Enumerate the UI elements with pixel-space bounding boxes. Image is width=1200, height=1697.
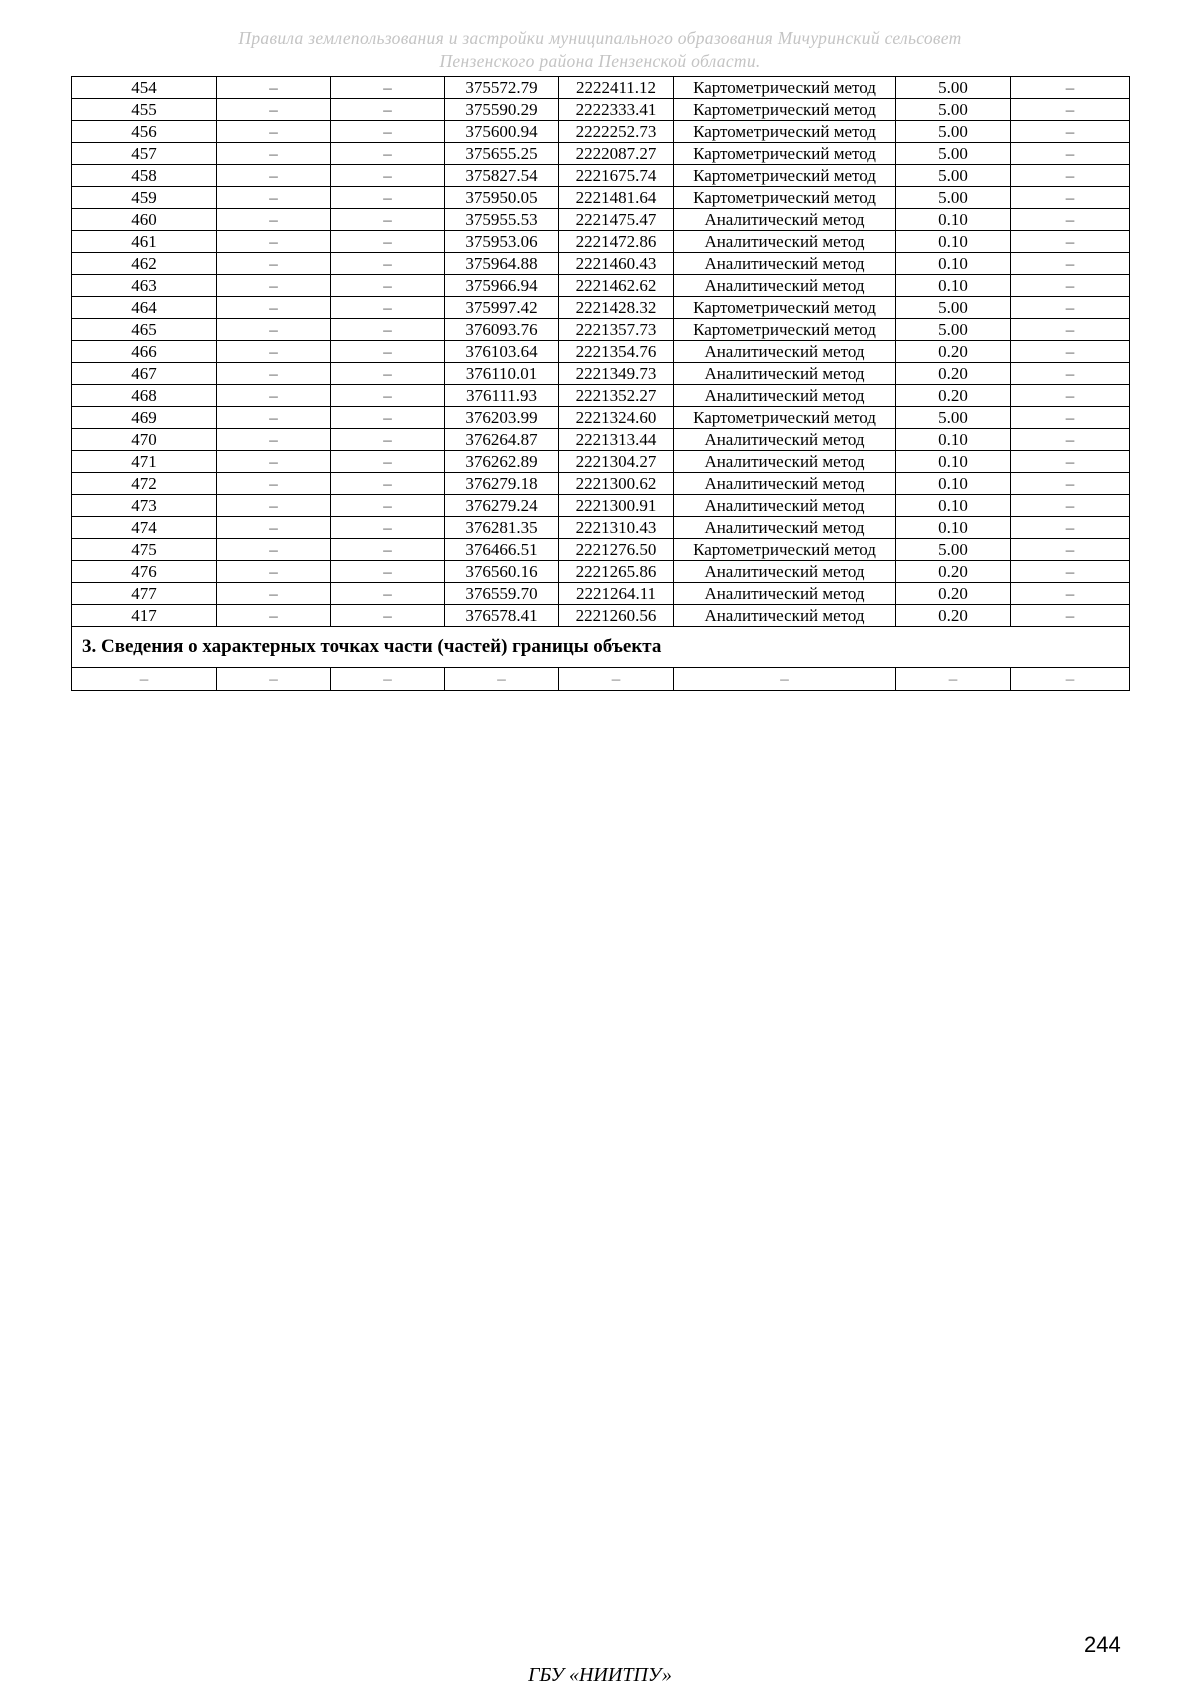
cell-y: 2222087.27 — [559, 143, 674, 165]
cell-description: – — [1011, 561, 1130, 583]
point-number: 473 — [72, 495, 217, 517]
table-row — [72, 429, 1130, 451]
cell-y-old: – — [331, 605, 445, 627]
cell-y: 2221304.27 — [559, 451, 674, 473]
cell-description: – — [1011, 187, 1130, 209]
cell-x-old: – — [217, 539, 331, 561]
cell-y-old: – — [331, 341, 445, 363]
page-number: 244 — [1084, 1632, 1121, 1657]
table-row — [72, 605, 1130, 627]
cell-accuracy: 5.00 — [896, 407, 1011, 429]
cell-x: 375964.88 — [445, 253, 559, 275]
cell-y: 2221460.43 — [559, 253, 674, 275]
cell-accuracy: 5.00 — [896, 319, 1011, 341]
cell-accuracy: 0.10 — [896, 275, 1011, 297]
cell-x-old: – — [217, 429, 331, 451]
table-row — [72, 583, 1130, 605]
cell-accuracy: 0.10 — [896, 253, 1011, 275]
cell-y-old: – — [331, 297, 445, 319]
cell-x-old: – — [217, 451, 331, 473]
table-row — [72, 407, 1130, 429]
cell-description: – — [1011, 605, 1130, 627]
cell-y-old: – — [331, 121, 445, 143]
cell-x: 376203.99 — [445, 407, 559, 429]
cell-y: 2221300.62 — [559, 473, 674, 495]
cell-y: 2222411.12 — [559, 77, 674, 99]
cell-method: Картометрический метод — [674, 99, 896, 121]
cell-x: 375966.94 — [445, 275, 559, 297]
cell-x-old: – — [217, 561, 331, 583]
header-line-1: Правила землепользования и застройки муниципального образования Мичуринский сельсовет — [238, 28, 962, 48]
cell-y-old: – — [331, 253, 445, 275]
cell-accuracy: 0.10 — [896, 451, 1011, 473]
point-number: 467 — [72, 363, 217, 385]
cell-method: Аналитический метод — [674, 253, 896, 275]
cell-y: 2221352.27 — [559, 385, 674, 407]
cell-description: – — [1011, 473, 1130, 495]
cell-accuracy: 5.00 — [896, 121, 1011, 143]
cell-method: Картометрический метод — [674, 143, 896, 165]
point-number: 472 — [72, 473, 217, 495]
cell-x-old: – — [217, 407, 331, 429]
cell-x: 375590.29 — [445, 99, 559, 121]
table-row — [72, 561, 1130, 583]
cell-accuracy: 0.20 — [896, 605, 1011, 627]
cell-x-old: – — [217, 253, 331, 275]
point-number: 454 — [72, 77, 217, 99]
table-row — [72, 143, 1130, 165]
cell-x: 376110.01 — [445, 363, 559, 385]
cell-x: 375950.05 — [445, 187, 559, 209]
point-number: 462 — [72, 253, 217, 275]
cell-x-old: – — [217, 99, 331, 121]
cell-method: Картометрический метод — [674, 77, 896, 99]
point-number: 471 — [72, 451, 217, 473]
cell-description: – — [1011, 143, 1130, 165]
cell-method: Аналитический метод — [674, 231, 896, 253]
cell-description: – — [1011, 319, 1130, 341]
cell-x: 375827.54 — [445, 165, 559, 187]
cell-x-old: – — [217, 297, 331, 319]
cell-accuracy: 0.10 — [896, 495, 1011, 517]
cell-y-old: – — [331, 385, 445, 407]
point-number: 465 — [72, 319, 217, 341]
cell-x: 376560.16 — [445, 561, 559, 583]
cell-description: – — [1011, 121, 1130, 143]
table-row — [72, 77, 1130, 99]
cell-description: – — [1011, 539, 1130, 561]
cell-y-old: – — [331, 473, 445, 495]
table-row — [72, 319, 1130, 341]
point-number: 460 — [72, 209, 217, 231]
cell-x-old: – — [217, 77, 331, 99]
empty-table-row — [72, 668, 1130, 691]
cell-y-old: – — [331, 583, 445, 605]
table-row — [72, 253, 1130, 275]
cell-description: – — [1011, 583, 1130, 605]
point-number: 470 — [72, 429, 217, 451]
cell-x: 376093.76 — [445, 319, 559, 341]
cell-x-old: – — [217, 275, 331, 297]
point-number: 459 — [72, 187, 217, 209]
empty-cell: – — [72, 668, 217, 691]
cell-accuracy: 5.00 — [896, 77, 1011, 99]
cell-method: Аналитический метод — [674, 275, 896, 297]
cell-y-old: – — [331, 517, 445, 539]
cell-x: 376279.18 — [445, 473, 559, 495]
cell-y-old: – — [331, 407, 445, 429]
cell-x: 375997.42 — [445, 297, 559, 319]
cell-accuracy: 0.10 — [896, 517, 1011, 539]
point-number: 469 — [72, 407, 217, 429]
cell-x: 376559.70 — [445, 583, 559, 605]
cell-y: 2221472.86 — [559, 231, 674, 253]
cell-accuracy: 0.20 — [896, 583, 1011, 605]
cell-y: 2221354.76 — [559, 341, 674, 363]
cell-method: Картометрический метод — [674, 319, 896, 341]
cell-y-old: – — [331, 495, 445, 517]
cell-x-old: – — [217, 143, 331, 165]
cell-accuracy: 0.20 — [896, 385, 1011, 407]
table-row — [72, 495, 1130, 517]
cell-x-old: – — [217, 231, 331, 253]
cell-x: 376262.89 — [445, 451, 559, 473]
cell-y-old: – — [331, 231, 445, 253]
cell-description: – — [1011, 363, 1130, 385]
cell-method: Аналитический метод — [674, 429, 896, 451]
cell-method: Аналитический метод — [674, 209, 896, 231]
cell-y-old: – — [331, 429, 445, 451]
cell-y: 2221300.91 — [559, 495, 674, 517]
point-number: 463 — [72, 275, 217, 297]
cell-method: Картометрический метод — [674, 165, 896, 187]
table-row — [72, 363, 1130, 385]
cell-x: 376279.24 — [445, 495, 559, 517]
cell-method: Аналитический метод — [674, 363, 896, 385]
cell-x-old: – — [217, 209, 331, 231]
table-row — [72, 209, 1130, 231]
cell-description: – — [1011, 341, 1130, 363]
cell-method: Аналитический метод — [674, 517, 896, 539]
cell-accuracy: 5.00 — [896, 539, 1011, 561]
cell-x-old: – — [217, 473, 331, 495]
cell-method: Аналитический метод — [674, 495, 896, 517]
table-row — [72, 121, 1130, 143]
empty-cell: – — [331, 668, 445, 691]
cell-description: – — [1011, 209, 1130, 231]
cell-description: – — [1011, 517, 1130, 539]
table-row — [72, 517, 1130, 539]
cell-x: 376281.35 — [445, 517, 559, 539]
table-row — [72, 385, 1130, 407]
table-row — [72, 99, 1130, 121]
cell-method: Картометрический метод — [674, 121, 896, 143]
point-number: 417 — [72, 605, 217, 627]
cell-x: 375600.94 — [445, 121, 559, 143]
cell-description: – — [1011, 297, 1130, 319]
empty-cell: – — [896, 668, 1011, 691]
cell-x-old: – — [217, 341, 331, 363]
cell-accuracy: 0.10 — [896, 209, 1011, 231]
cell-y-old: – — [331, 319, 445, 341]
cell-y-old: – — [331, 187, 445, 209]
cell-accuracy: 5.00 — [896, 143, 1011, 165]
table-row — [72, 473, 1130, 495]
cell-description: – — [1011, 77, 1130, 99]
cell-y: 2221260.56 — [559, 605, 674, 627]
table-row — [72, 297, 1130, 319]
cell-description: – — [1011, 231, 1130, 253]
cell-x: 376264.87 — [445, 429, 559, 451]
cell-y: 2221276.50 — [559, 539, 674, 561]
cell-y-old: – — [331, 165, 445, 187]
point-number: 475 — [72, 539, 217, 561]
point-number: 455 — [72, 99, 217, 121]
cell-x-old: – — [217, 121, 331, 143]
cell-x-old: – — [217, 165, 331, 187]
cell-y-old: – — [331, 451, 445, 473]
cell-y-old: – — [331, 209, 445, 231]
cell-y: 2221428.32 — [559, 297, 674, 319]
header-line-2: Пензенского района Пензенской области. — [439, 51, 761, 71]
cell-description: – — [1011, 99, 1130, 121]
point-number: 456 — [72, 121, 217, 143]
boundary-points-table — [71, 76, 1130, 691]
cell-y-old: – — [331, 539, 445, 561]
cell-y-old: – — [331, 561, 445, 583]
cell-accuracy: 0.20 — [896, 561, 1011, 583]
cell-description: – — [1011, 451, 1130, 473]
cell-description: – — [1011, 253, 1130, 275]
cell-y: 2221462.62 — [559, 275, 674, 297]
cell-y: 2222333.41 — [559, 99, 674, 121]
cell-x: 376103.64 — [445, 341, 559, 363]
cell-accuracy: 0.10 — [896, 473, 1011, 495]
cell-x: 375572.79 — [445, 77, 559, 99]
cell-method: Картометрический метод — [674, 187, 896, 209]
point-number: 477 — [72, 583, 217, 605]
cell-x-old: – — [217, 319, 331, 341]
point-number: 457 — [72, 143, 217, 165]
cell-y: 2221475.47 — [559, 209, 674, 231]
cell-accuracy: 5.00 — [896, 99, 1011, 121]
cell-description: – — [1011, 429, 1130, 451]
table-row — [72, 451, 1130, 473]
cell-y: 2221481.64 — [559, 187, 674, 209]
cell-y: 2221310.43 — [559, 517, 674, 539]
table-row — [72, 341, 1130, 363]
cell-y-old: – — [331, 77, 445, 99]
cell-description: – — [1011, 275, 1130, 297]
cell-method: Аналитический метод — [674, 605, 896, 627]
table-row — [72, 231, 1130, 253]
cell-method: Картометрический метод — [674, 297, 896, 319]
cell-method: Картометрический метод — [674, 407, 896, 429]
cell-y: 2221675.74 — [559, 165, 674, 187]
cell-accuracy: 5.00 — [896, 165, 1011, 187]
cell-accuracy: 0.20 — [896, 363, 1011, 385]
cell-y: 2222252.73 — [559, 121, 674, 143]
cell-method: Аналитический метод — [674, 561, 896, 583]
section-title: 3. Сведения о характерных точках части (частей) границы объекта — [72, 627, 1130, 668]
cell-x-old: – — [217, 605, 331, 627]
table-row — [72, 187, 1130, 209]
cell-x: 376466.51 — [445, 539, 559, 561]
cell-method: Аналитический метод — [674, 583, 896, 605]
point-number: 461 — [72, 231, 217, 253]
cell-y-old: – — [331, 99, 445, 121]
cell-x-old: – — [217, 583, 331, 605]
cell-accuracy: 0.10 — [896, 429, 1011, 451]
document-footer: ГБУ «НИИТПУ» — [528, 1664, 672, 1686]
cell-description: – — [1011, 407, 1130, 429]
cell-x-old: – — [217, 385, 331, 407]
cell-method: Аналитический метод — [674, 341, 896, 363]
empty-cell: – — [217, 668, 331, 691]
point-number: 458 — [72, 165, 217, 187]
point-number: 466 — [72, 341, 217, 363]
cell-x-old: – — [217, 187, 331, 209]
cell-accuracy: 5.00 — [896, 297, 1011, 319]
point-number: 476 — [72, 561, 217, 583]
cell-x: 375953.06 — [445, 231, 559, 253]
cell-y: 2221357.73 — [559, 319, 674, 341]
cell-y-old: – — [331, 363, 445, 385]
cell-description: – — [1011, 495, 1130, 517]
point-number: 468 — [72, 385, 217, 407]
document-header — [150, 27, 1050, 73]
table-row — [72, 275, 1130, 297]
cell-method: Аналитический метод — [674, 473, 896, 495]
cell-x: 375655.25 — [445, 143, 559, 165]
table-row — [72, 165, 1130, 187]
cell-accuracy: 0.10 — [896, 231, 1011, 253]
cell-accuracy: 0.20 — [896, 341, 1011, 363]
point-number: 474 — [72, 517, 217, 539]
table-body — [72, 77, 1130, 627]
empty-cell: – — [445, 668, 559, 691]
cell-y: 2221264.11 — [559, 583, 674, 605]
cell-y: 2221313.44 — [559, 429, 674, 451]
cell-x: 375955.53 — [445, 209, 559, 231]
table-row — [72, 539, 1130, 561]
cell-method: Аналитический метод — [674, 451, 896, 473]
cell-y-old: – — [331, 143, 445, 165]
empty-cell: – — [1011, 668, 1130, 691]
cell-method: Картометрический метод — [674, 539, 896, 561]
cell-x: 376111.93 — [445, 385, 559, 407]
cell-y: 2221349.73 — [559, 363, 674, 385]
cell-x-old: – — [217, 363, 331, 385]
empty-cell: – — [559, 668, 674, 691]
cell-x-old: – — [217, 517, 331, 539]
cell-y: 2221265.86 — [559, 561, 674, 583]
cell-method: Аналитический метод — [674, 385, 896, 407]
empty-cell: – — [674, 668, 896, 691]
cell-description: – — [1011, 165, 1130, 187]
section-row — [72, 627, 1130, 668]
cell-description: – — [1011, 385, 1130, 407]
cell-x: 376578.41 — [445, 605, 559, 627]
cell-y-old: – — [331, 275, 445, 297]
cell-x-old: – — [217, 495, 331, 517]
cell-accuracy: 5.00 — [896, 187, 1011, 209]
point-number: 464 — [72, 297, 217, 319]
cell-y: 2221324.60 — [559, 407, 674, 429]
